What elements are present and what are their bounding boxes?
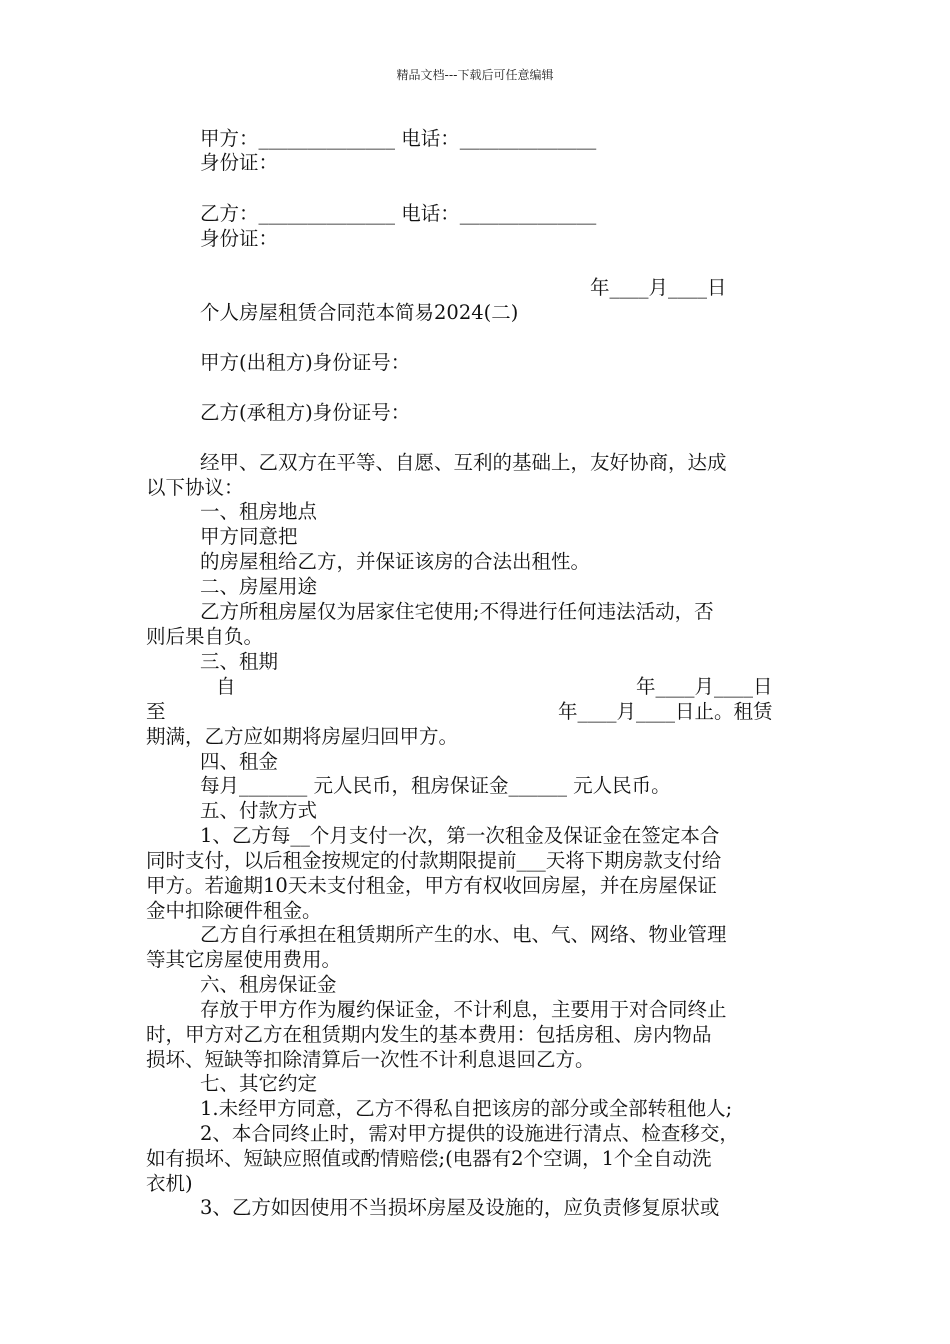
party-b-id-line: 身份证： (200, 227, 279, 250)
section-6-line-1: 存放于甲方作为履约保证金，不计利息，主要用于对合同终止 (200, 998, 727, 1021)
section-7-heading: 七、其它约定 (200, 1072, 318, 1095)
term-to-date: 年____月____日止。租赁 (558, 700, 773, 723)
term-from-label: 自 (216, 675, 236, 698)
date-line: 年____月____日 (590, 276, 727, 299)
contract-title: 个人房屋租赁合同范本简易2024(二) (200, 301, 519, 324)
section-6-line-3: 损坏、短缺等扣除清算后一次性不计利息退回乙方。 (146, 1048, 595, 1071)
page-header: 精品文档---下载后可任意编辑 (396, 68, 554, 82)
section-1-line-2: 的房屋租给乙方，并保证该房的合法出租性。 (200, 550, 591, 573)
section-4-line-1: 每月_______ 元人民币，租房保证金______ 元人民币。 (200, 774, 671, 797)
party-a-phone-line: 甲方：______________ 电话：______________ (200, 127, 597, 150)
section-3-line-3: 期满，乙方应如期将房屋归回甲方。 (146, 725, 459, 748)
section-7-line-5: 3、乙方如因使用不当损坏房屋及设施的，应负责修复原状或 (200, 1196, 720, 1219)
section-3-heading: 三、租期 (200, 650, 279, 673)
section-5-line-3: 甲方。若逾期10天未支付租金，甲方有权收回房屋，并在房屋保证 (146, 874, 717, 897)
section-5-line-6: 等其它房屋使用费用。 (146, 948, 342, 971)
preamble-line-2: 以下协议： (146, 476, 244, 499)
section-1-heading: 一、租房地点 (200, 500, 318, 523)
lessee-id-line: 乙方(承租方)身份证号： (200, 401, 411, 424)
section-5-line-5: 乙方自行承担在租赁期所产生的水、电、气、网络、物业管理 (200, 923, 727, 946)
party-b-phone-line: 乙方：______________ 电话：______________ (200, 202, 597, 225)
preamble-line-1: 经甲、乙双方在平等、自愿、互利的基础上，友好协商，达成 (200, 451, 727, 474)
term-to-label: 至 (146, 700, 166, 723)
section-1-line-1: 甲方同意把 (200, 525, 298, 548)
section-2-line-1: 乙方所租房屋仅为居家住宅使用;不得进行任何违法活动，否 (200, 600, 714, 623)
section-7-line-2: 2、本合同终止时，需对甲方提供的设施进行清点、检查移交， (200, 1122, 739, 1145)
section-6-heading: 六、租房保证金 (200, 973, 337, 996)
term-from-date: 年____月____日 (636, 675, 773, 698)
section-7-line-4: 衣机) (146, 1172, 193, 1195)
party-a-id-line: 身份证： (200, 151, 279, 174)
section-5-line-2: 同时支付，以后租金按规定的付款期限提前___天将下期房款支付给 (146, 849, 722, 872)
section-2-line-2: 则后果自负。 (146, 625, 264, 648)
section-5-line-4: 金中扣除硬件租金。 (146, 899, 322, 922)
section-7-line-1: 1.未经甲方同意，乙方不得私自把该房的部分或全部转租他人; (200, 1097, 733, 1120)
section-4-heading: 四、租金 (200, 750, 279, 773)
section-6-line-2: 时，甲方对乙方在租赁期内发生的基本费用：包括房租、房内物品 (146, 1023, 712, 1046)
section-5-heading: 五、付款方式 (200, 799, 318, 822)
section-2-heading: 二、房屋用途 (200, 575, 318, 598)
section-5-line-1: 1、乙方每__个月支付一次，第一次租金及保证金在签定本合 (200, 824, 720, 847)
lessor-id-line: 甲方(出租方)身份证号： (200, 351, 411, 374)
section-7-line-3: 如有损坏、短缺应照值或酌情赔偿;(电器有2个空调，1个全自动洗 (146, 1147, 712, 1170)
